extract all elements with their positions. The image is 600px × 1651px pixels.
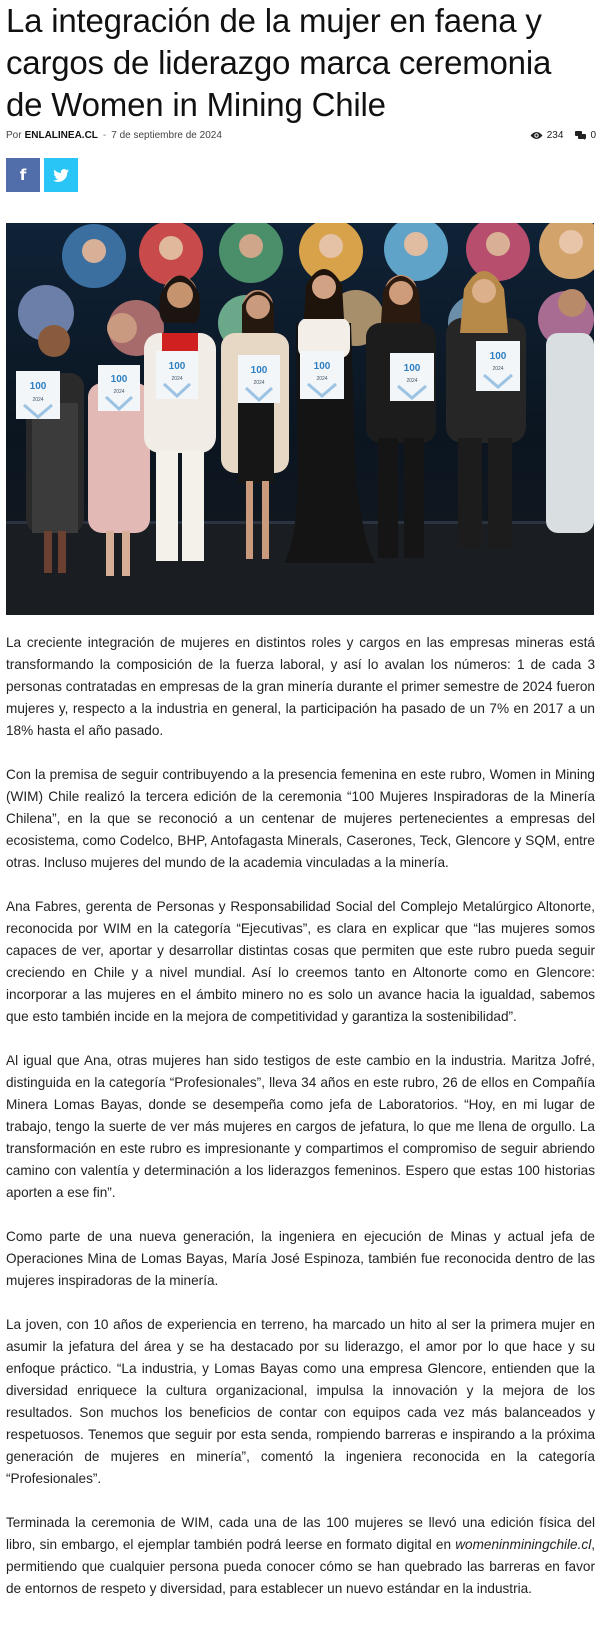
svg-text:2024: 2024 [113, 389, 125, 395]
article-paragraph: Ana Fabres, gerenta de Personas y Responsabilidad Social del Complejo Metalúrgico Altonorte, reconocida por WIM en la categoría “Ejecutivas”, es clara en explicar que “las mujeres somos capaces de ver, aportar y desarrollar distintas cosas que permiten que este rubro pueda seguir creciendo en Chile y a nivel mundial. Así lo creemos tanto en Altonorte como en Glencore: incorporar a las mujeres en el ámbito minero no es solo un avance hacia la igualdad, sabemos que esto también incide en la mejora de competitividad y garantiza la sostenibilidad”. [6, 899, 595, 1024]
comments-counter[interactable] [575, 130, 596, 141]
eye-icon [530, 131, 543, 140]
article-paragraph: La creciente integración de mujeres en distintos roles y cargos en las empresas mineras está transformando la composición de la fuerza laboral, y así lo avalan los números: 1 de cada 3 personas contratadas en empresas de la gran minería durante el primer semestre de 2024 fueron mujeres y, respecto a la industria en general, la participación ha pasado de un 7% en 2017 a un 18% hasta el año pasado. [6, 635, 595, 738]
views-counter [530, 130, 564, 141]
views-count: 234 [546, 130, 564, 141]
article-meta [6, 130, 596, 144]
svg-text:100: 100 [489, 351, 507, 362]
article-paragraph: Al igual que Ana, otras mujeres han sido testigos de este cambio en la industria. Maritza Jofré, distinguida en la categoría “Profesionales”, lleva 34 años en este rubro, 26 de ellos en Compañía Minera Lomas Bayas, donde se desempeña como jefa de Laboratorios. “Hoy, en mi lugar de trabajo, tengo la suerte de ver más mujeres en cargos de jefatura, lo que me llena de orgullo. La transformación en este rubro es impresionante y compartimos el compromiso de seguir abriendo camino con valentía y determinación a los liderazgos femeninos. Espero que estas 100 historias aporten a ese fin”. [6, 1053, 595, 1200]
twitter-icon [53, 169, 69, 182]
share-buttons [6, 158, 78, 192]
meta-separator: - [102, 130, 107, 141]
article-paragraph: Como parte de una nueva generación, la ingeniera en ejecución de Minas y actual jefa de Operaciones Mina de Lomas Bayas, María José Espinoza, también fue reconocida dentro de las mujeres inspiradoras de la minería. [6, 1229, 595, 1288]
article-paragraph-last [6, 1512, 595, 1600]
svg-text:100: 100 [403, 363, 421, 374]
article-paragraph: Con la premisa de seguir contribuyendo a la presencia femenina en este rubro, Women in Mining (WIM) Chile realizó la tercera edición de la ceremonia “100 Mujeres Inspiradoras de la Minería Chilena”, en la que se reconoció a un centenar de mujeres pertenecientes a empresas del ecosistema, como Codelco, BHP, Antofagasta Minerals, Caserones, Teck, Glencore y SQM, entre otras. Incluso mujeres del mundo de la academia vinculadas a la minería. [6, 767, 595, 870]
comment-icon [575, 131, 586, 140]
svg-text:100: 100 [29, 381, 47, 392]
svg-text:2024: 2024 [171, 376, 183, 382]
article-stats [530, 130, 596, 141]
svg-text:2024: 2024 [492, 366, 504, 372]
facebook-icon: f [19, 166, 27, 184]
last-paragraph-text-end: , permitiendo que cualquier persona pueda conocer cómo se han quebrado las barreras en favor de entornos de respeto y diversidad, para establecer un nuevo estándar en la industria. [6, 1537, 595, 1596]
byline-prefix: Por [6, 130, 22, 141]
website-reference: womeninminingchile.cl [455, 1537, 592, 1552]
facebook-share-button[interactable] [6, 158, 40, 192]
last-paragraph-text-start: Terminada la ceremonia de WIM, cada una de las 100 mujeres se llevó una edición física del libro, sin embargo, el ejemplar también podrá leerse en formato digital en [6, 1515, 595, 1552]
svg-text:2024: 2024 [406, 378, 418, 384]
publish-date: 7 de septiembre de 2024 [111, 130, 222, 141]
svg-text:2024: 2024 [253, 380, 265, 386]
article-title: La integración de la mujer en faena y cargos de liderazgo marca ceremonia de Women in Mining Chile [6, 2, 552, 123]
svg-text:100: 100 [110, 374, 128, 385]
hero-photo [6, 223, 594, 615]
comments-count: 0 [590, 130, 596, 141]
svg-text:100: 100 [168, 361, 186, 372]
svg-text:2024: 2024 [316, 376, 328, 382]
svg-text:2024: 2024 [32, 397, 44, 403]
ceremony-photo [6, 223, 594, 615]
author-link[interactable]: ENLALINEA.CL [24, 130, 98, 141]
svg-text:100: 100 [313, 361, 331, 372]
article-body [6, 632, 595, 1622]
article-paragraph: La joven, con 10 años de experiencia en terreno, ha marcado un hito al ser la primera mujer en asumir la jefatura del área y se ha destacado por su liderazgo, el amor por lo que hace y su enfoque práctico. “La industria, y Lomas Bayas como una empresa Glencore, entienden que la diversidad enriquece la cultura organizacional, impulsa la innovación y la mejora de los resultados. Son muchos los beneficios de contar con equipos cada vez más balanceados y respetuosos. Tenemos que seguir por esta senda, rompiendo barreras e inspirando a la próxima generación de mujeres en minería”, comentó la ingeniera reconocida en la categoría “Profesionales”. [6, 1317, 595, 1486]
svg-text:100: 100 [250, 365, 268, 376]
twitter-share-button[interactable] [44, 158, 78, 192]
